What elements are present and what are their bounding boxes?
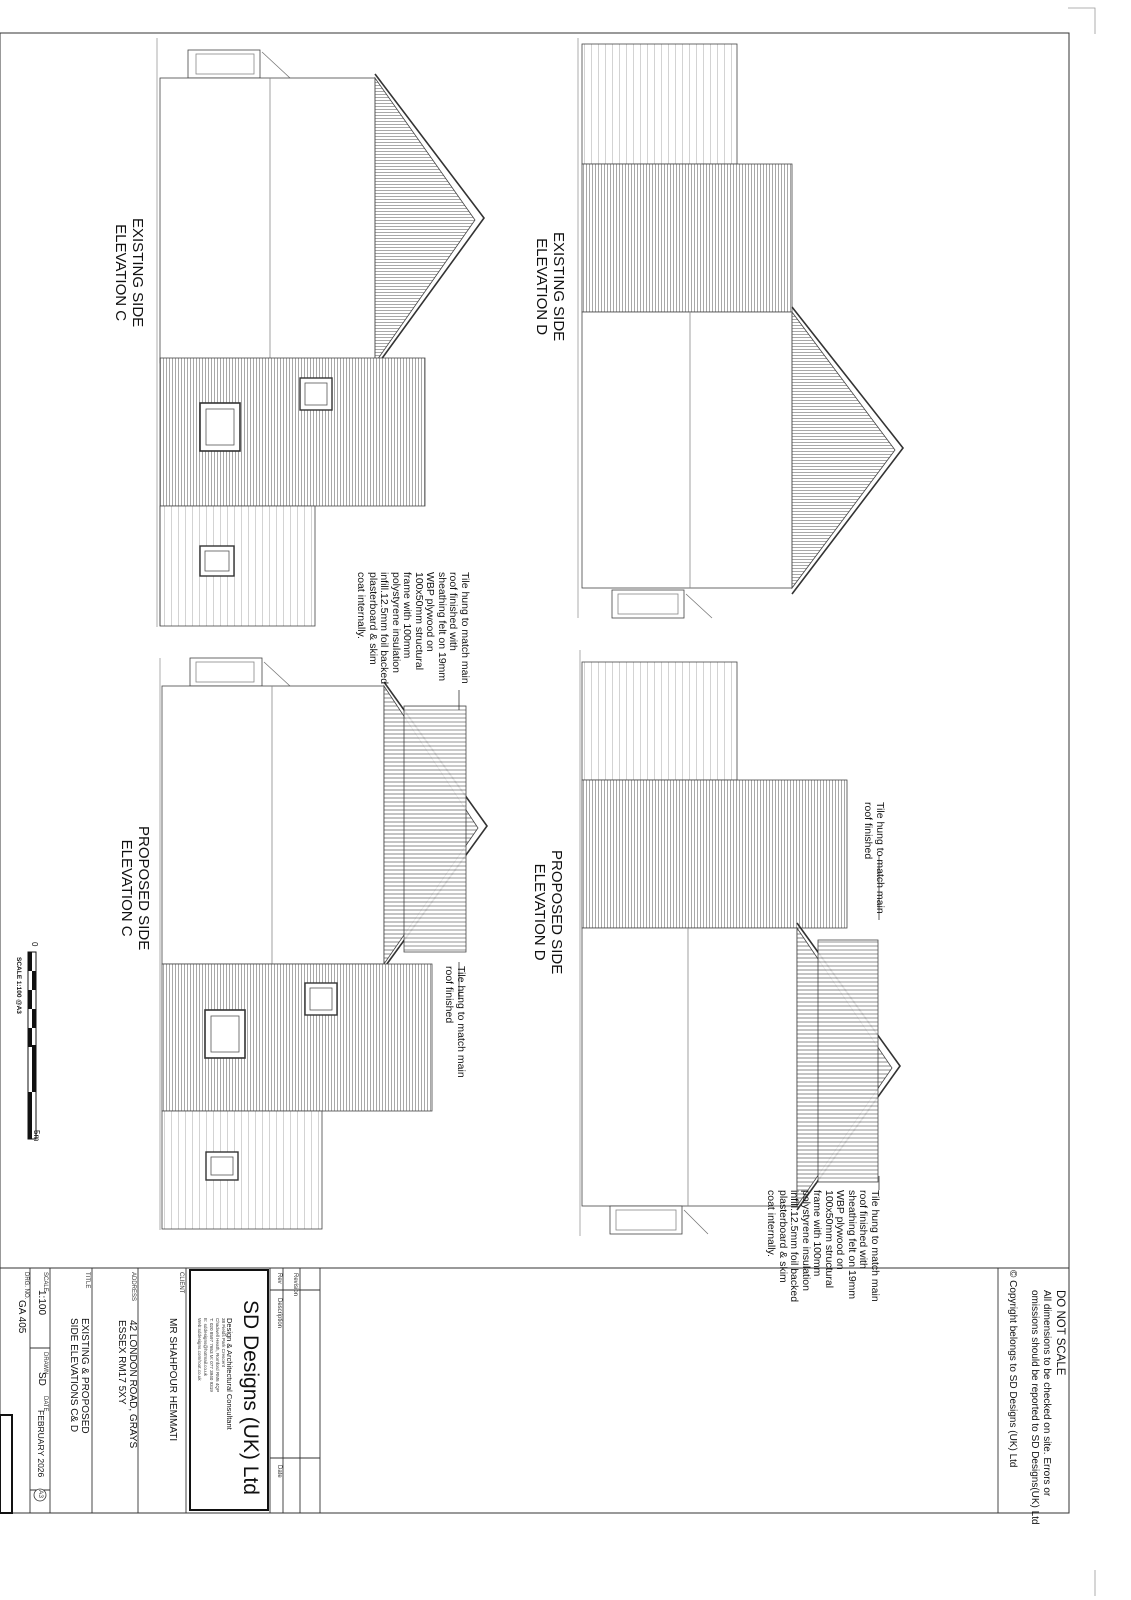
copyright-symbol: © — [1007, 1270, 1018, 1278]
existing-elevation-c — [157, 38, 484, 627]
copyright-note — [1006, 1270, 1018, 1467]
drawn-label: DRAWN — [42, 1352, 48, 1375]
dimensions-note-line-1: All dimensions to be checked on site. Errors or — [1041, 1290, 1052, 1497]
label-line-2: ELEVATION D — [533, 238, 550, 336]
note-proposed-d-top: Tile hung to match main roof finished — [862, 802, 886, 914]
scale-label: SCALE — [42, 1272, 48, 1292]
dimensions-note-line-2: omissions should be reported to SD Designs(UK) Ltd — [1029, 1290, 1040, 1525]
proposed-elevation-c — [160, 658, 487, 1230]
label-existing-elevation-d — [533, 232, 567, 341]
company-subtitle: Design & Architectural Consultant — [225, 1318, 234, 1430]
site-address-line-2: ESSEX RM17 5XY — [116, 1320, 127, 1405]
proposed-elevation-d — [580, 650, 900, 1236]
note-proposed-c-roof: Tile hung to match main roof finished — [443, 966, 467, 1078]
company-email: E: sddesigns@hotmail.co.uk — [203, 1318, 208, 1377]
date-column-header: Date — [276, 1465, 282, 1478]
scale-value: 1:100 — [36, 1290, 47, 1316]
drawing-title-line-2: SIDE ELEVATIONS C& D — [68, 1318, 79, 1433]
drawing-title-line-1: EXISTING & PROPOSED — [79, 1318, 90, 1434]
label-line-1: EXISTING SIDE — [129, 218, 146, 328]
description-column-header: Description — [276, 1298, 282, 1329]
label-existing-elevation-c — [112, 218, 146, 327]
sheet-size-label: A3 — [37, 1490, 44, 1498]
title-block-lines — [0, 1268, 1069, 1513]
client-name: MR SHAHPOUR HEMMATI — [167, 1318, 178, 1442]
label-line-1: EXISTING SIDE — [550, 232, 567, 342]
label-line-1: PROPOSED SIDE — [548, 850, 565, 975]
title-label: TITLE — [84, 1272, 90, 1289]
do-not-scale-heading: DO NOT SCALE — [1054, 1290, 1066, 1376]
client-label: CLIENT — [178, 1272, 184, 1294]
scale-caption: SCALE 1:100 @A3 — [15, 957, 22, 1014]
label-proposed-elevation-c — [118, 826, 152, 950]
note-proposed-d-construction: Tile hung to match main roof finished with sheathing felt on 19mm WBP plywood on 100x50mm structural frame with 100mm polystyrene insulation infill.12.5mm foil backed plasterboard & skim coat internally. — [765, 1190, 881, 1303]
company-address-line-2: Chadwell Heath, Romford RM6 4QP — [215, 1318, 220, 1393]
existing-elevation-d — [578, 38, 903, 618]
drawn-value: SD — [36, 1372, 47, 1386]
address-label: ADDRESS — [130, 1272, 136, 1302]
label-line-2: ELEVATION D — [531, 863, 548, 961]
date-value: FEBRUARY 2026 — [36, 1410, 46, 1478]
label-line-2: ELEVATION C — [118, 839, 135, 937]
crop-marks — [1068, 8, 1095, 1596]
dwg-number-box — [0, 1415, 12, 1513]
company-name: SD Designs (UK) Ltd — [239, 1300, 262, 1495]
date-label: DATE — [42, 1396, 48, 1412]
scale-start-label: 0 — [30, 942, 39, 947]
site-address-line-1: 42 LONDON ROAD, GRAYS — [127, 1320, 138, 1449]
revision-column-header: Revision — [292, 1273, 298, 1297]
scale-bar — [28, 952, 36, 1139]
rev-column-header: Rev — [276, 1273, 282, 1284]
copyright-text: Copyright belongs to SD Designs (UK) Ltd — [1007, 1280, 1018, 1468]
label-line-1: PROPOSED SIDE — [135, 826, 152, 951]
company-phone: T: 020 8597 7653 M: 077 3940 9319 — [209, 1318, 214, 1392]
drawing-number: GA 405 — [16, 1300, 27, 1334]
drawing-number-label: DRG. NO. — [23, 1272, 29, 1300]
note-existing-c-construction: Tile hung to match main roof finished with sheathing felt on 19mm WBP plywood on 100x50mm structural frame with 100mm polystyrene insulation infill.12.5mm foil backed plasterboard & skim coat internally. — [355, 572, 471, 685]
scale-end-label: 5m — [32, 1130, 41, 1142]
company-address-line-1: 38 Fields Park Crescent — [221, 1318, 226, 1368]
company-website: Web:sddesigns.com/root.co.uk — [197, 1318, 202, 1381]
label-proposed-elevation-d — [531, 850, 565, 974]
label-line-2: ELEVATION C — [112, 224, 129, 322]
